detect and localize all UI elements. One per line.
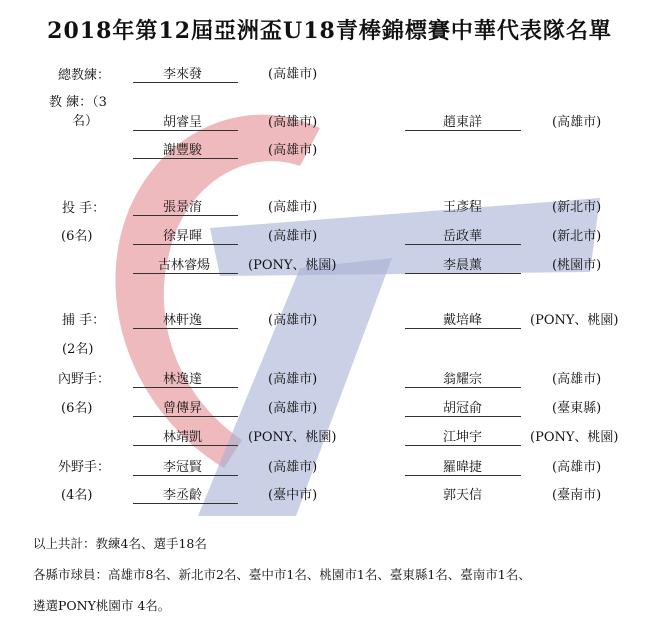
player-name: 胡冠俞	[443, 401, 483, 416]
player-city: (高雄市)	[268, 200, 318, 215]
player-city: (高雄市)	[552, 372, 602, 387]
outfielders-count: (4名)	[61, 488, 93, 503]
player-city: (PONY、桃園)	[530, 430, 619, 445]
divider-line	[133, 387, 238, 388]
player-name: 林逸達	[163, 372, 203, 387]
catchers-label: 捕 手：	[62, 313, 106, 328]
coach-name: 謝豐駿	[163, 143, 203, 158]
catchers-count: (2名)	[62, 342, 94, 357]
divider-line	[133, 416, 238, 417]
player-city: (PONY、桃園)	[248, 430, 337, 445]
player-name: 徐昇暉	[163, 229, 203, 244]
player-name: 李丞齡	[163, 488, 203, 503]
divider-line	[133, 445, 238, 446]
coach-city: (高雄市)	[268, 143, 318, 158]
page-title: 2018年第12屆亞洲盃U18青棒錦標賽中華代表隊名單	[47, 18, 612, 44]
player-name: 曾傳昇	[163, 401, 203, 416]
outfielders-label: 外野手：	[58, 460, 111, 475]
player-name: 戴培峰	[443, 313, 483, 328]
coaches-count: 名）	[72, 114, 99, 129]
player-city: (高雄市)	[268, 313, 318, 328]
player-city: (PONY、桃園)	[530, 313, 619, 328]
player-name: 李晨薰	[443, 258, 483, 273]
player-name: 王彥程	[443, 200, 483, 215]
infielders-label: 內野手：	[58, 372, 111, 387]
player-name: 江坤宇	[443, 430, 483, 445]
player-city: (高雄市)	[268, 460, 318, 475]
player-city: (新北市)	[552, 200, 602, 215]
divider-line	[133, 273, 238, 274]
player-city: (臺東縣)	[552, 401, 602, 416]
divider-line	[133, 158, 238, 159]
county-summary: 各縣市球員：高雄市8名、新北市2名、臺中市1名、桃園市1名、臺東縣1名、臺南市1名、	[33, 567, 531, 582]
divider-line	[133, 130, 238, 131]
divider-line	[133, 475, 238, 476]
coaches-label: 教 練：（3	[49, 95, 107, 110]
player-city: (桃園市)	[552, 258, 602, 273]
divider-line	[405, 244, 521, 245]
coach-city: (高雄市)	[552, 115, 602, 130]
head-coach-name: 李來發	[163, 67, 203, 82]
player-name: 林軒逸	[163, 313, 203, 328]
head-coach-label: 總教練：	[58, 68, 111, 83]
divider-line	[133, 503, 238, 504]
divider-line	[405, 130, 521, 131]
divider-line	[405, 445, 521, 446]
divider-line	[133, 328, 238, 329]
divider-line	[405, 475, 521, 476]
player-city: (高雄市)	[268, 229, 318, 244]
player-city: (新北市)	[552, 229, 602, 244]
player-name: 李冠賢	[163, 460, 203, 475]
player-city: (高雄市)	[552, 460, 602, 475]
divider-line	[133, 82, 238, 83]
player-name: 岳政華	[443, 229, 483, 244]
divider-line	[405, 416, 521, 417]
pitchers-label: 投 手：	[62, 201, 106, 216]
coach-city: (高雄市)	[268, 115, 318, 130]
divider-line	[405, 273, 521, 274]
player-city: (臺中市)	[268, 488, 318, 503]
coach-name: 胡睿呈	[163, 115, 203, 130]
divider-line	[133, 215, 238, 216]
player-city: (高雄市)	[268, 401, 318, 416]
player-name: 郭天信	[443, 488, 483, 503]
infielders-count: (6名)	[61, 401, 93, 416]
total-summary: 以上共計：教練4名、選手18名	[33, 536, 207, 551]
divider-line	[405, 387, 521, 388]
player-name: 羅暐捷	[443, 460, 483, 475]
player-name: 張景淯	[163, 200, 203, 215]
divider-line	[133, 244, 238, 245]
head-coach-city: (高雄市)	[268, 67, 318, 82]
player-city: (高雄市)	[268, 372, 318, 387]
player-city: (PONY、桃園)	[248, 258, 337, 273]
player-name: 古林睿煬	[158, 258, 211, 273]
pitchers-count: (6名)	[61, 229, 93, 244]
player-name: 翁耀宗	[443, 372, 483, 387]
divider-line	[405, 328, 521, 329]
player-name: 林靖凱	[163, 430, 203, 445]
coach-name: 趙東詳	[443, 115, 483, 130]
county-summary-continued: 遴選PONY桃園市 4名。	[33, 598, 171, 613]
player-city: (臺南市)	[552, 488, 602, 503]
